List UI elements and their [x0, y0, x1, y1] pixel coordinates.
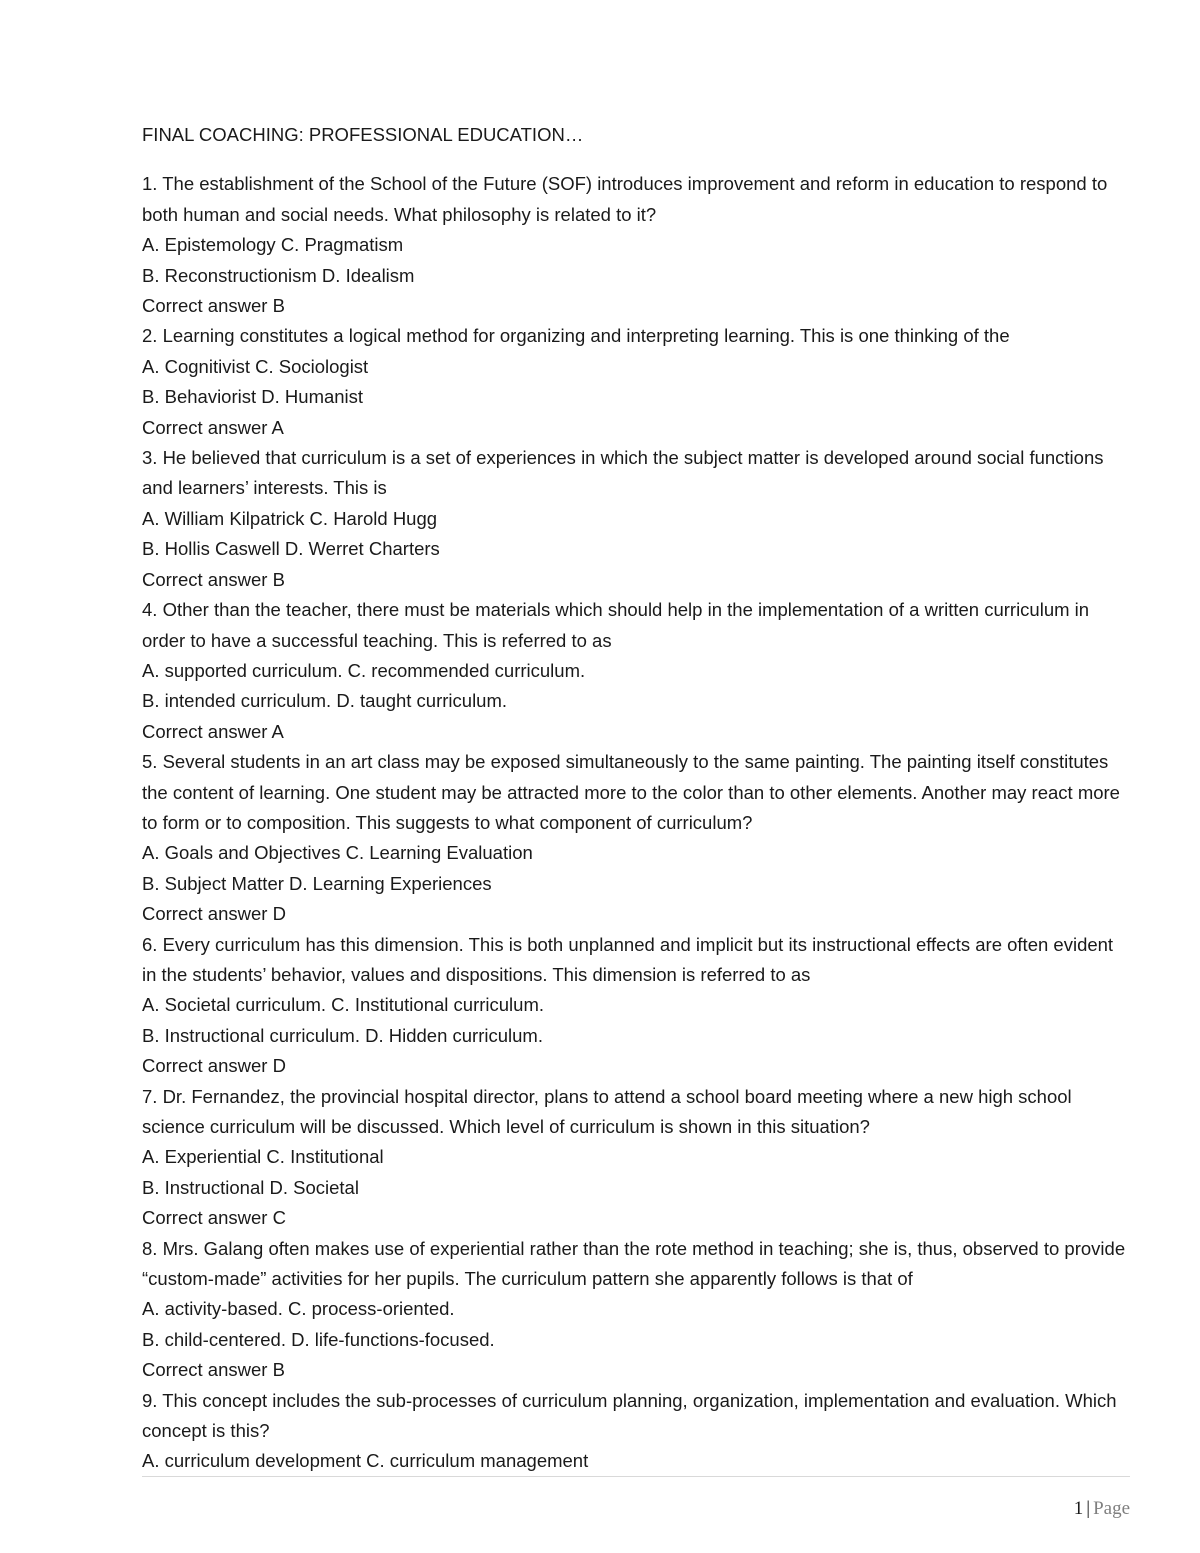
correct-answer: Correct answer C: [142, 1207, 286, 1229]
question-text: 4. Other than the teacher, there must be materials which should help in the implementation of a written curriculum in order to have a successful teaching. This is referred to as: [142, 599, 1090, 651]
page-footer: [1074, 1498, 1130, 1520]
question-item: [142, 1386, 1132, 1477]
correct-answer: Correct answer B: [142, 568, 285, 590]
page-label: Page: [1093, 1498, 1130, 1519]
question-item: [142, 1234, 1132, 1386]
correct-answer: Correct answer A: [142, 416, 284, 438]
footer-divider: [142, 1476, 1130, 1477]
answer-option: A. Societal curriculum. C. Institutional curriculum.: [142, 994, 544, 1016]
answer-option: A. Goals and Objectives C. Learning Evaluation: [142, 842, 533, 864]
question-item: [142, 169, 1132, 321]
question-text: 2. Learning constitutes a logical method for organizing and interpreting learning. This is one thinking of the: [142, 325, 1010, 347]
answer-option: A. Epistemology C. Pragmatism: [142, 234, 404, 256]
answer-option: A. curriculum development C. curriculum management: [142, 1450, 589, 1472]
correct-answer: Correct answer A: [142, 720, 284, 742]
answer-option: B. Behaviorist D. Humanist: [142, 386, 364, 408]
question-list: [142, 169, 1132, 1476]
answer-option: A. Experiential C. Institutional: [142, 1146, 384, 1168]
question-item: [142, 595, 1132, 747]
question-text: 6. Every curriculum has this dimension. This is both unplanned and implicit but its instructional effects are often evident in the students’ behavior, values and dispositions. This dimension is referred to as: [142, 933, 1114, 985]
question-text: 1. The establishment of the School of the Future (SOF) introduces improvement and reform in education to respond to both human and social needs. What philosophy is related to it?: [142, 173, 1108, 225]
answer-option: A. supported curriculum. C. recommended curriculum.: [142, 659, 586, 681]
question-text: 5. Several students in an art class may be exposed simultaneously to the same painting. The painting itself constitutes the content of learning. One student may be attracted more to the color than to other elements. Another may react more to form or to composition. This suggests to what component of curriculum?: [142, 751, 1120, 833]
correct-answer: Correct answer B: [142, 1359, 285, 1381]
correct-answer: Correct answer B: [142, 295, 285, 317]
correct-answer: Correct answer D: [142, 1055, 286, 1077]
answer-option: B. Instructional D. Societal: [142, 1176, 359, 1198]
question-item: [142, 747, 1132, 929]
answer-option: B. Subject Matter D. Learning Experiences: [142, 872, 492, 894]
question-text: 8. Mrs. Galang often makes use of experiential rather than the rote method in teaching; she is, thus, observed to provide “custom-made” activities for her pupils. The curriculum pattern she apparently follows is that of: [142, 1237, 1126, 1290]
question-item: [142, 321, 1132, 443]
page-separator: |: [1086, 1498, 1091, 1519]
answer-option: B. child-centered. D. life-functions-focused.: [142, 1328, 495, 1350]
question-text: 9. This concept includes the sub-processes of curriculum planning, organization, implementation and evaluation. Which concept is this?: [142, 1389, 1117, 1442]
answer-option: B. intended curriculum. D. taught curriculum.: [142, 690, 508, 712]
document-title: FINAL COACHING: PROFESSIONAL EDUCATION…: [142, 124, 584, 145]
page-number: 1: [1073, 1498, 1084, 1519]
page-content: [142, 120, 1132, 1477]
answer-option: A. William Kilpatrick C. Harold Hugg: [142, 507, 438, 529]
correct-answer: Correct answer D: [142, 903, 286, 925]
answer-option: B. Reconstructionism D. Idealism: [142, 264, 415, 286]
question-text: 7. Dr. Fernandez, the provincial hospital director, plans to attend a school board meeting where a new high school science curriculum will be discussed. Which level of curriculum is shown in this situation?: [142, 1085, 1072, 1137]
question-item: [142, 443, 1132, 595]
answer-option: B. Hollis Caswell D. Werret Charters: [142, 538, 440, 560]
question-text: 3. He believed that curriculum is a set of experiences in which the subject matter is developed around social functions and learners’ interests. This is: [142, 447, 1104, 499]
answer-option: A. activity-based. C. process-oriented.: [142, 1298, 455, 1320]
answer-option: A. Cognitivist C. Sociologist: [142, 355, 369, 377]
question-item: [142, 1082, 1132, 1234]
answer-option: B. Instructional curriculum. D. Hidden curriculum.: [142, 1024, 543, 1046]
question-item: [142, 930, 1132, 1082]
